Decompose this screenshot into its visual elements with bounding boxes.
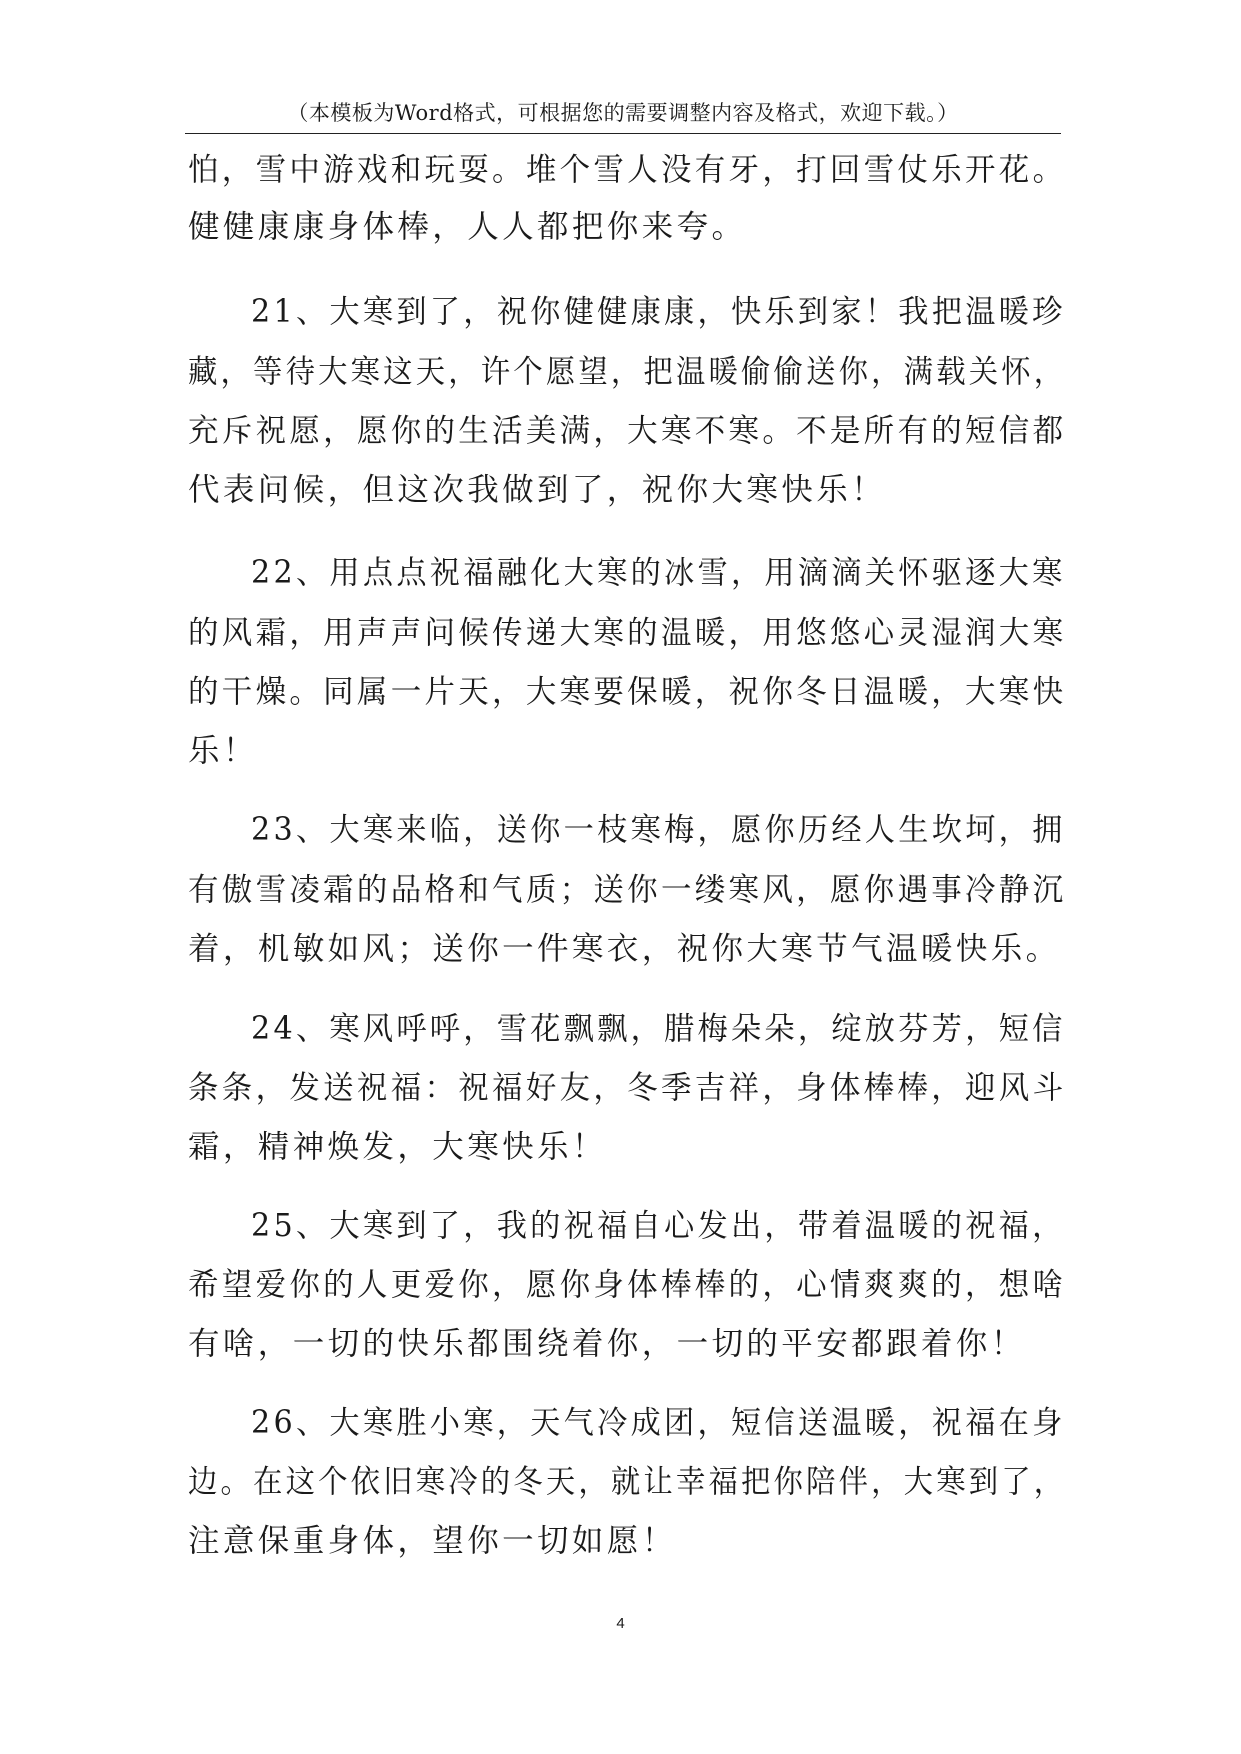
paragraph-24-line: 条条，发送祝福：祝福好友，冬季吉祥，身体棒棒，迎风斗 bbox=[188, 1070, 1067, 1106]
page-header: （本模板为Word格式，可根据您的需要调整内容及格式，欢迎下载。） bbox=[287, 101, 959, 125]
paragraph-22-line: 乐！ bbox=[188, 733, 258, 769]
page-number: 4 bbox=[616, 1615, 625, 1632]
header-divider bbox=[185, 133, 1061, 134]
paragraph-26-line: 26、大寒胜小寒，天气冷成团，短信送温暖，祝福在身 bbox=[251, 1405, 1066, 1441]
paragraph-21-line: 藏，等待大寒这天，许个愿望，把温暖偷偷送你，满载关怀， bbox=[188, 354, 1067, 390]
body-line: 健健康康身体棒，人人都把你来夸。 bbox=[188, 209, 747, 245]
paragraph-25-line: 有啥，一切的快乐都围绕着你，一切的平安都跟着你！ bbox=[188, 1326, 1026, 1362]
paragraph-25-line: 25、大寒到了，我的祝福自心发出，带着温暖的祝福， bbox=[251, 1208, 1066, 1244]
paragraph-23-line: 有傲雪凌霜的品格和气质；送你一缕寒风，愿你遇事冷静沉 bbox=[188, 872, 1067, 908]
paragraph-23-line: 23、大寒来临，送你一枝寒梅，愿你历经人生坎坷，拥 bbox=[251, 812, 1066, 848]
paragraph-22-line: 的干燥。同属一片天，大寒要保暖，祝你冬日温暖，大寒快 bbox=[188, 674, 1067, 710]
paragraph-24-line: 24、寒风呼呼，雪花飘飘，腊梅朵朵，绽放芬芳，短信 bbox=[251, 1011, 1066, 1047]
paragraph-23-line: 着，机敏如风；送你一件寒衣，祝你大寒节气温暖快乐。 bbox=[188, 931, 1061, 967]
body-line: 怕，雪中游戏和玩耍。堆个雪人没有牙，打回雪仗乐开花。 bbox=[188, 152, 1067, 188]
paragraph-22-line: 的风霜，用声声问候传递大寒的温暖，用悠悠心灵湿润大寒 bbox=[188, 615, 1067, 651]
paragraph-22-line: 22、用点点祝福融化大寒的冰雪，用滴滴关怀驱逐大寒 bbox=[251, 555, 1066, 591]
paragraph-25-line: 希望爱你的人更爱你，愿你身体棒棒的，心情爽爽的，想啥 bbox=[188, 1267, 1067, 1303]
paragraph-26-line: 边。在这个依旧寒冷的冬天，就让幸福把你陪伴，大寒到了， bbox=[188, 1464, 1067, 1500]
paragraph-21-line: 代表问候，但这次我做到了，祝你大寒快乐！ bbox=[188, 472, 887, 508]
paragraph-21-line: 21、大寒到了，祝你健健康康，快乐到家！我把温暖珍 bbox=[251, 294, 1066, 330]
paragraph-24-line: 霜，精神焕发，大寒快乐！ bbox=[188, 1129, 607, 1165]
paragraph-21-line: 充斥祝愿，愿你的生活美满，大寒不寒。不是所有的短信都 bbox=[188, 413, 1067, 449]
paragraph-26-line: 注意保重身体，望你一切如愿！ bbox=[188, 1523, 677, 1559]
